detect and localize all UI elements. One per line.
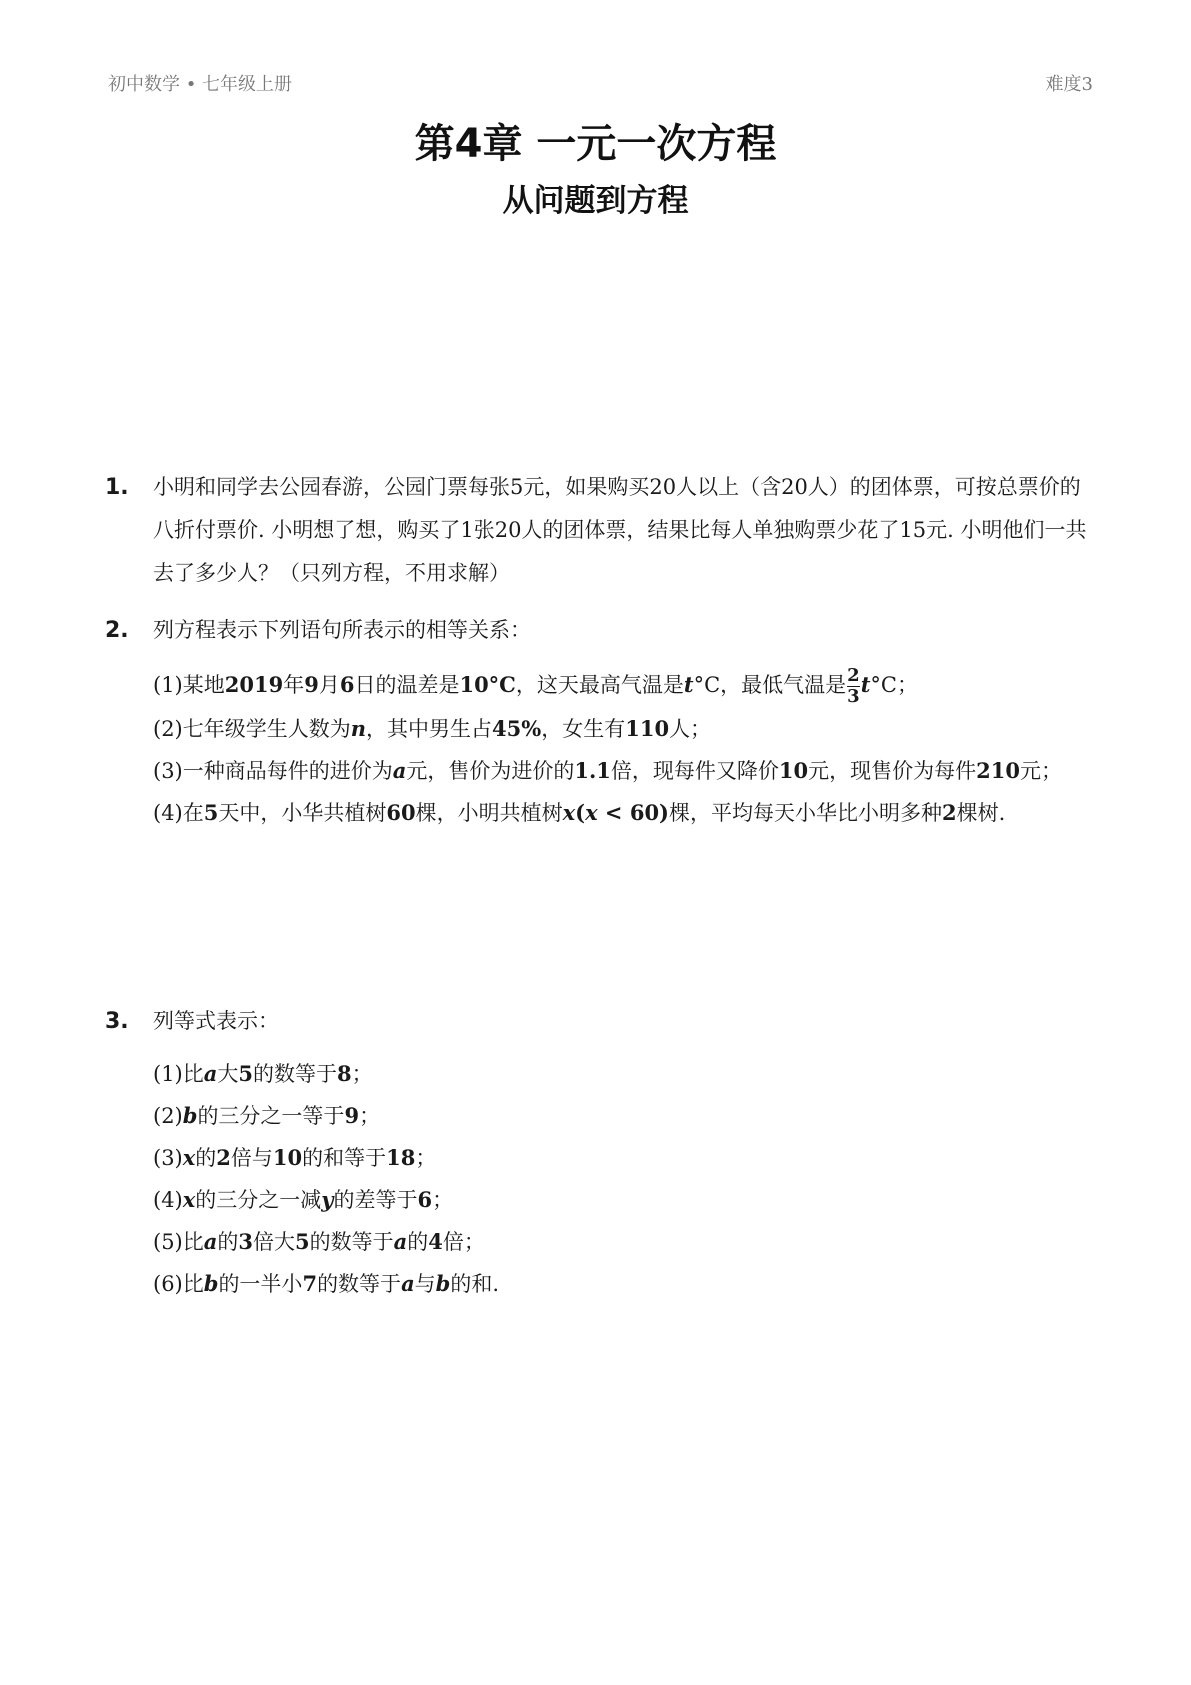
text: 月 xyxy=(318,673,340,697)
number: 3 xyxy=(238,1229,253,1254)
variable: y xyxy=(321,1187,334,1212)
inequality: < 60) xyxy=(597,800,669,825)
sub-label: (1) xyxy=(153,673,183,697)
number: 110 xyxy=(625,716,670,741)
sub-label: (4) xyxy=(153,801,183,825)
text: 某地 xyxy=(182,673,225,697)
fraction xyxy=(847,666,860,707)
sub-question-4 xyxy=(153,1179,1090,1221)
number: 5 xyxy=(238,1061,253,1086)
text: °C； xyxy=(870,673,918,697)
text: ，女生有 xyxy=(541,717,626,741)
temperature: 10°C xyxy=(459,672,516,697)
text: 七年级学生人数为 xyxy=(182,717,351,741)
number: 18 xyxy=(386,1145,416,1170)
number: 4 xyxy=(428,1229,443,1254)
text: 倍与 xyxy=(230,1146,273,1170)
text: 的 xyxy=(217,1230,239,1254)
text: 的三分之一减 xyxy=(195,1188,322,1212)
text: 天中，小华共植树 xyxy=(218,801,387,825)
text: 棵树. xyxy=(956,801,1006,825)
number: 10 xyxy=(272,1145,303,1170)
text: 的数等于 xyxy=(309,1230,394,1254)
number: 1.1 xyxy=(574,758,611,783)
text: 日的温差是 xyxy=(354,673,460,697)
question-text: 列等式表示： xyxy=(153,1009,279,1033)
sub-question-1 xyxy=(153,662,1090,708)
number: 9 xyxy=(304,672,319,697)
number: 7 xyxy=(302,1271,318,1296)
number: 5 xyxy=(203,800,219,825)
number: 60 xyxy=(386,800,416,825)
number: 210 xyxy=(976,758,1020,783)
text: 棵，平均每天小华比小明多种 xyxy=(669,801,942,825)
text: 元，现售价为每件 xyxy=(808,759,977,783)
question-2 xyxy=(105,609,1090,834)
sub-question-list xyxy=(153,662,1090,834)
number: 10 xyxy=(778,758,809,783)
sub-question-list xyxy=(153,1053,1090,1305)
variable: x xyxy=(182,1145,196,1170)
variable: a xyxy=(392,758,407,783)
text: 的和等于 xyxy=(302,1146,387,1170)
text: 年 xyxy=(283,673,305,697)
text: ，其中男生占 xyxy=(366,717,493,741)
text: 的数等于 xyxy=(317,1272,402,1296)
variable: n xyxy=(350,716,367,741)
variable: a xyxy=(203,1229,218,1254)
fraction-denominator: 3 xyxy=(847,686,860,707)
sub-question-5 xyxy=(153,1221,1090,1263)
variable: b xyxy=(182,1103,198,1128)
text: 人； xyxy=(669,717,712,741)
text: 比 xyxy=(182,1230,204,1254)
variable: b xyxy=(435,1271,451,1296)
text: 元； xyxy=(1019,759,1062,783)
variable: a xyxy=(203,1061,218,1086)
text: 比 xyxy=(182,1272,204,1296)
text: ； xyxy=(359,1104,381,1128)
text: ； xyxy=(432,1188,454,1212)
text: ； xyxy=(415,1146,437,1170)
text: 的数等于 xyxy=(252,1062,337,1086)
sub-question-6 xyxy=(153,1263,1090,1305)
fraction-numerator: 2 xyxy=(847,665,860,686)
question-number: 3. xyxy=(105,1009,129,1034)
text: 棵，小明共植树 xyxy=(415,801,563,825)
variable: x xyxy=(182,1187,196,1212)
variable: a xyxy=(393,1229,408,1254)
sub-question-3 xyxy=(153,1137,1090,1179)
text: ； xyxy=(351,1062,373,1086)
sub-question-2 xyxy=(153,708,1090,750)
question-text: 列方程表示下列语句所表示的相等关系： xyxy=(153,618,531,642)
number: 6 xyxy=(339,672,355,697)
header-difficulty: 难度3 xyxy=(1045,74,1093,95)
sub-label: (3) xyxy=(153,1146,183,1170)
text: 倍； xyxy=(442,1230,485,1254)
number: 2 xyxy=(942,800,957,825)
text: 比 xyxy=(182,1062,204,1086)
sub-label: (3) xyxy=(153,759,183,783)
sub-label: (2) xyxy=(153,1104,183,1128)
sub-question-2 xyxy=(153,1095,1090,1137)
text: 倍大 xyxy=(252,1230,295,1254)
text: 的三分之一等于 xyxy=(197,1104,345,1128)
number: 5 xyxy=(294,1229,310,1254)
variable: x xyxy=(585,800,598,825)
variable: a xyxy=(401,1271,415,1296)
question-number: 2. xyxy=(105,618,129,643)
variable: b xyxy=(203,1271,219,1296)
text: 元，售价为进价的 xyxy=(406,759,575,783)
sub-label: (2) xyxy=(153,717,183,741)
text: 的和. xyxy=(450,1272,500,1296)
variable: t xyxy=(683,672,694,697)
paren: ( xyxy=(575,800,586,825)
sub-label: (6) xyxy=(153,1272,183,1296)
text: 的 xyxy=(195,1146,217,1170)
chapter-title: 第4章 一元一次方程 xyxy=(414,121,777,167)
number: 45% xyxy=(492,716,542,741)
text: 的 xyxy=(407,1230,429,1254)
text: ，这天最高气温是 xyxy=(515,673,684,697)
sub-question-3 xyxy=(153,750,1090,792)
number: 9 xyxy=(344,1103,360,1128)
variable: t xyxy=(860,672,871,697)
text: °C，最低气温是 xyxy=(693,673,847,697)
number: 2 xyxy=(216,1145,231,1170)
section-subtitle: 从问题到方程 xyxy=(502,183,689,219)
sub-question-4 xyxy=(153,792,1090,834)
sub-label: (1) xyxy=(153,1062,183,1086)
header-subject: 初中数学 • 七年级上册 xyxy=(108,74,293,95)
text: 倍，现每件又降价 xyxy=(610,759,779,783)
text: 与 xyxy=(414,1272,436,1296)
sub-question-1 xyxy=(153,1053,1090,1095)
number: 6 xyxy=(417,1187,433,1212)
question-number: 1. xyxy=(105,475,129,500)
text: 在 xyxy=(182,801,204,825)
text: 的一半小 xyxy=(218,1272,303,1296)
text: 一种商品每件的进价为 xyxy=(182,759,393,783)
number: 8 xyxy=(336,1061,352,1086)
number: 2019 xyxy=(224,672,284,697)
question-text: 小明和同学去公园春游，公园门票每张5元，如果购买20人以上（含20人）的团体票，可按总票价的八折付票价. 小明想了想，购买了1张20人的团体票，结果比每人单独购票少花了15元. 小明他们一共去了多少人？（只列方程，不用求解） xyxy=(153,475,1087,585)
text: 大 xyxy=(217,1062,239,1086)
question-3 xyxy=(105,1000,1090,1305)
question-1 xyxy=(105,466,1090,595)
variable: x xyxy=(562,800,576,825)
text: 的差等于 xyxy=(333,1188,418,1212)
sub-label: (5) xyxy=(153,1230,183,1254)
sub-label: (4) xyxy=(153,1188,183,1212)
